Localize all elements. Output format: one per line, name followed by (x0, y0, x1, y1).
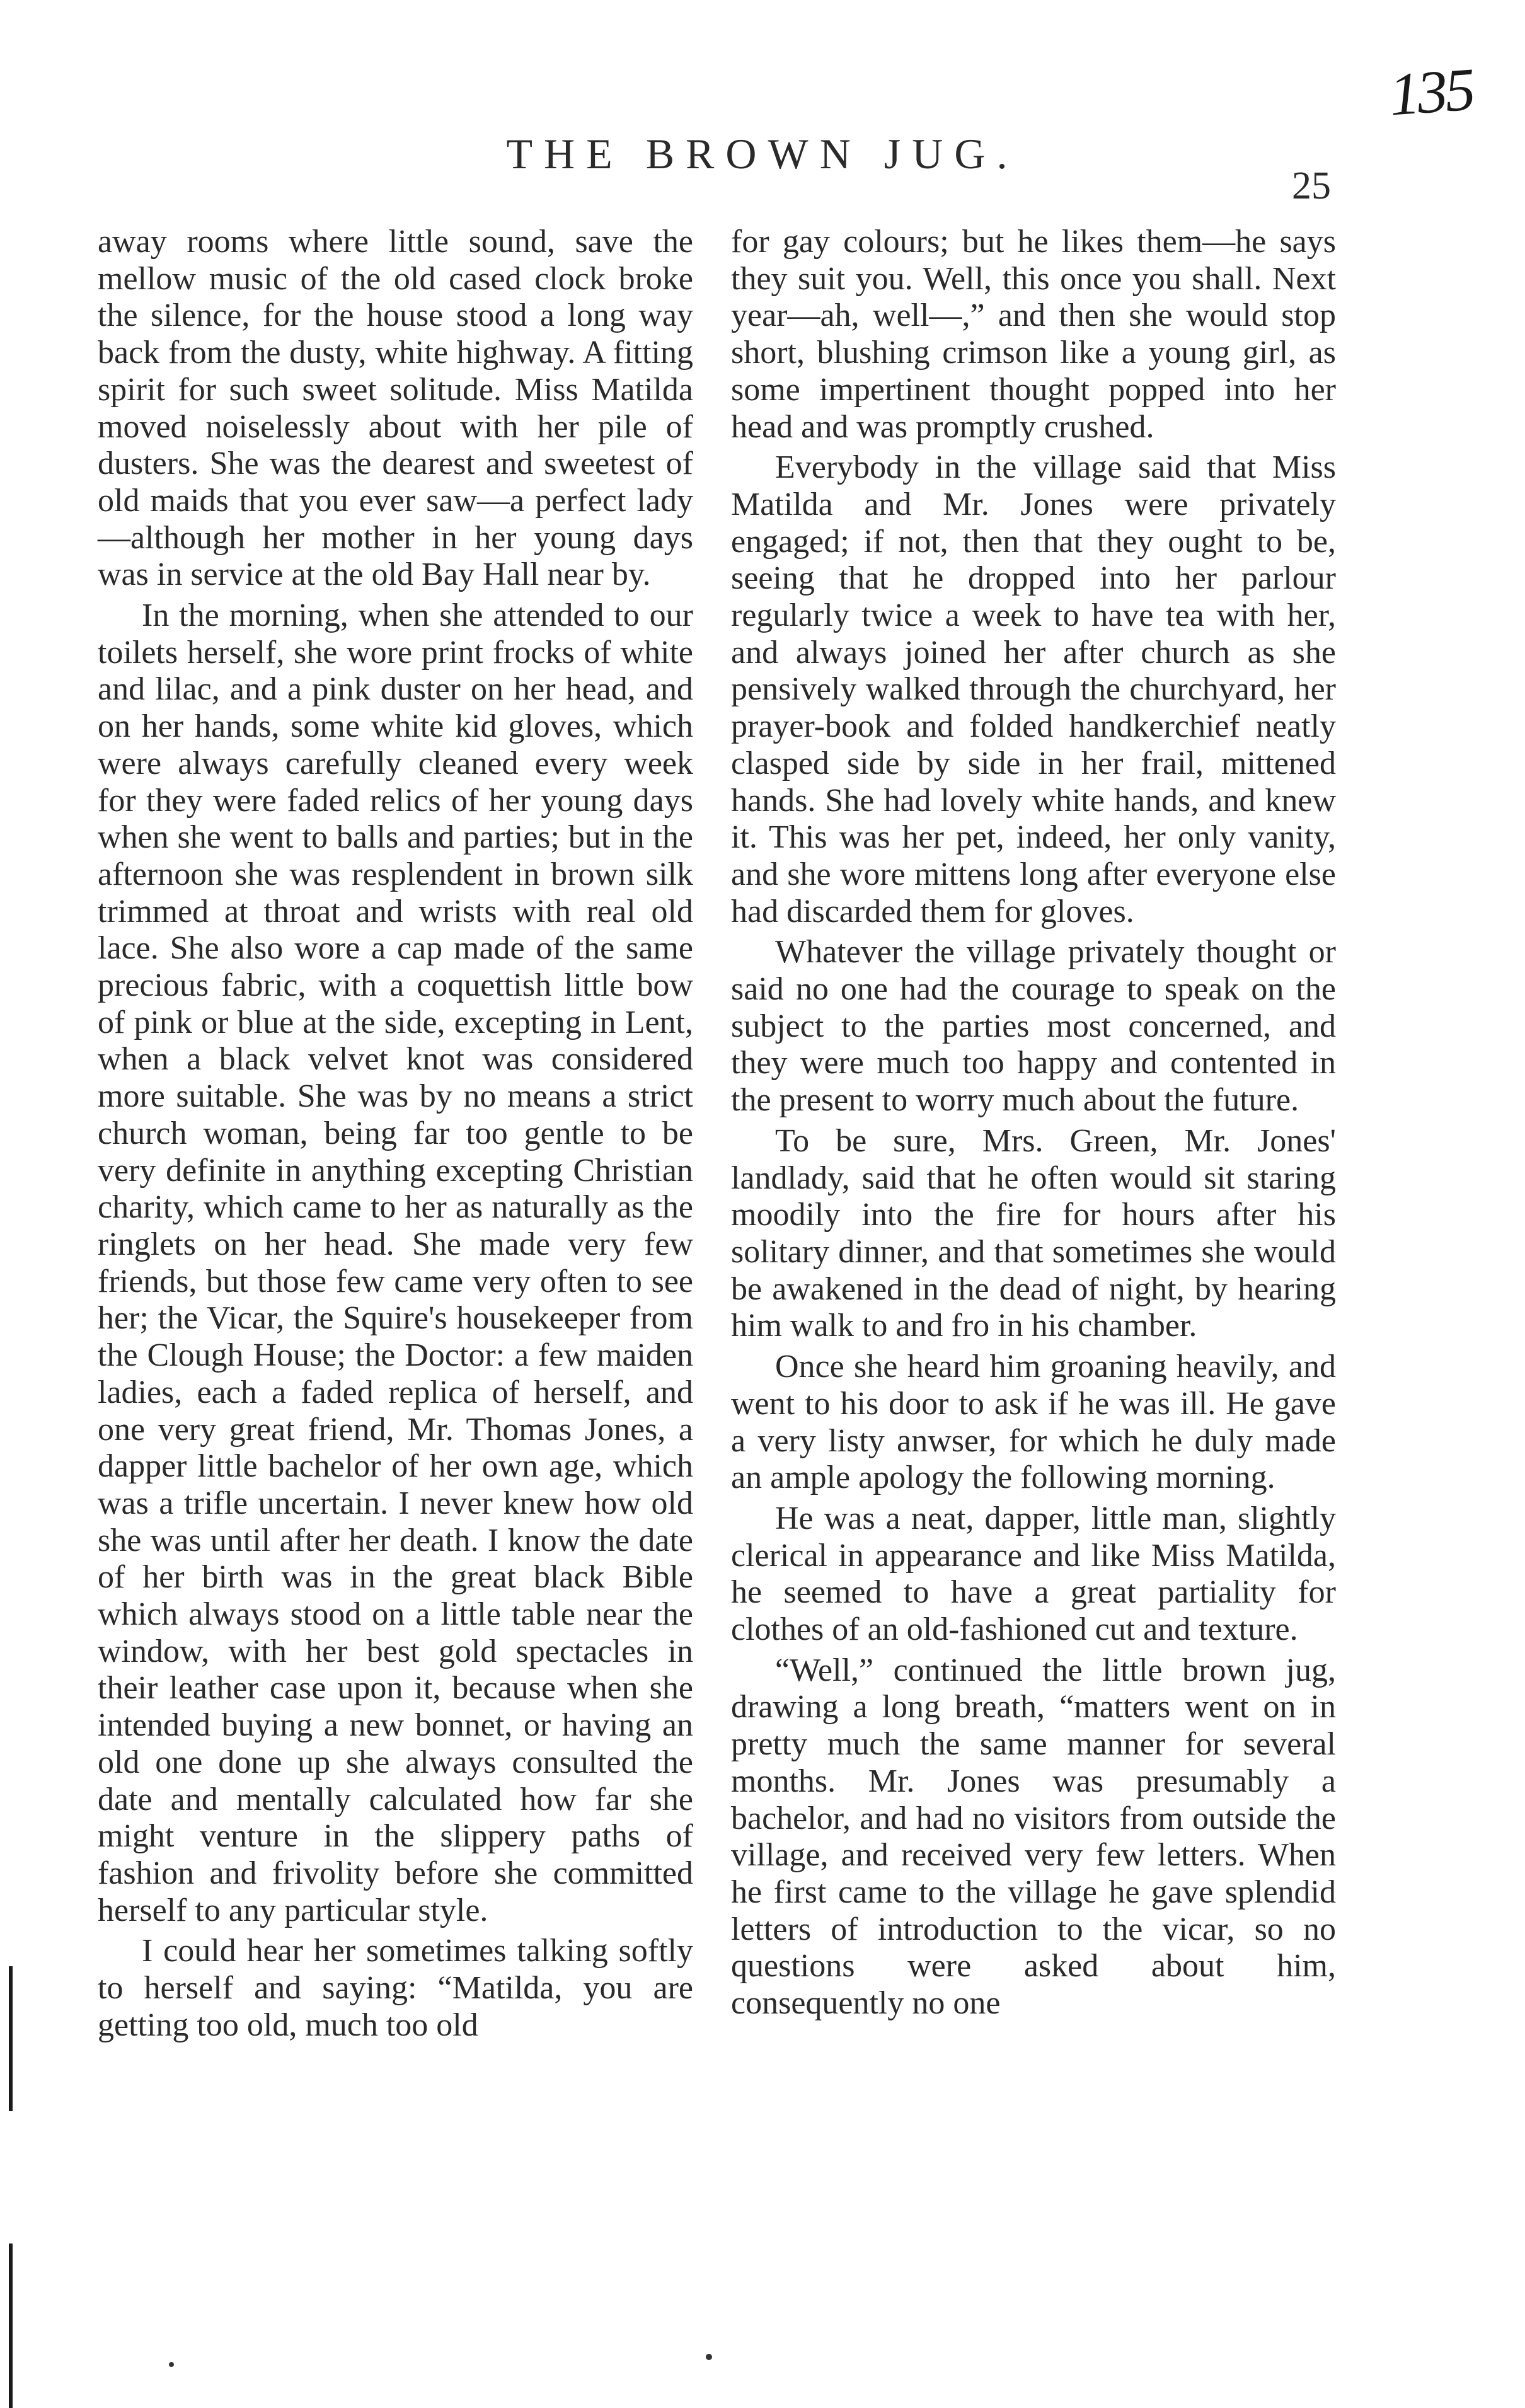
left-text-column (98, 224, 693, 2044)
running-title: THE BROWN JUG. (506, 130, 1019, 178)
paragraph: I could hear her sometimes talking softly to herself and saying: “Matilda, you are getting too old, much too old (98, 1933, 693, 2043)
paragraph: Once she heard him groaning heavily, and went to his door to ask if he was ill. He gave a very listy anwser, for which he duly made an ample apology the following morning. (731, 1349, 1336, 1496)
scan-speck (169, 2362, 174, 2367)
page-number: 25 (1292, 164, 1331, 207)
paragraph: “Well,” continued the little brown jug, drawing a long breath, “matters went on in pretty much the same manner for several months. Mr. Jones was presumably a bachelor, and had no visitors from outside the village, and received very few letters. When he first came to the village he gave splendid letters of introduction to the vicar, so no questions were asked about him, consequently no one (731, 1652, 1336, 2022)
right-text-column (731, 224, 1336, 2022)
paragraph: Whatever the village privately thought or said no one had the courage to speak on the subject to the parties most concerned, and they were much too happy and contented in the present to worry much about the future. (731, 934, 1336, 1119)
paragraph: To be sure, Mrs. Green, Mr. Jones' landlady, said that he often would sit staring moodily into the fire for hours after his solitary dinner, and that sometimes she would be awakened in the dead of night, by hearing him walk to and fro in his chamber. (731, 1122, 1336, 1344)
paragraph: away rooms where little sound, save the mellow music of the old cased clock broke the silence, for the house stood a long way back from the dusty, white highway. A fitting spirit for such sweet solitude. Miss Matilda moved noiselessly about with her pile of dusters. She was the dearest and sweetest of old maids that you ever saw—a perfect lady—although her mother in her young days was in service at the old Bay Hall near by. (98, 224, 693, 593)
scan-margin-mark (9, 2244, 13, 2408)
scan-speck (706, 2354, 712, 2360)
paragraph: He was a neat, dapper, little man, slightly clerical in appearance and like Miss Matilda, he seemed to have a great partiality for clothes of an old-fashioned cut and texture. (731, 1500, 1336, 1648)
paragraph: for gay colours; but he likes them—he says they suit you. Well, this once you shall. Next year—ah, well—,” and then she would stop short, blushing crimson like a young girl, as some impertinent thought popped into her head and was promptly crushed. (731, 224, 1336, 445)
handwritten-folio-number: 135 (1387, 55, 1475, 129)
paragraph: In the morning, when she attended to our toilets herself, she wore print frocks of white and lilac, and a pink duster on her head, and on her hands, some white kid gloves, which were always carefully cleaned every week for they were faded relics of her young days when she went to balls and parties; but in the afternoon she was resplendent in brown silk trimmed at throat and wrists with real old lace. She also wore a cap made of the same precious fabric, with a coquettish little bow of pink or blue at the side, excepting in Lent, when a black velvet knot was considered more suitable. She was by no means a strict church woman, being far too gentle to be very definite in anything excepting Christian charity, which came to her as naturally as the ringlets on her head. She made very few friends, but those few came very often to see her; the Vicar, the Squire's housekeeper from the Clough House; the Doctor: a few maiden ladies, each a faded replica of herself, and one very great friend, Mr. Thomas Jones, a dapper little bachelor of her own age, which was a trifle uncertain. I never knew how old she was until after her death. I know the date of her birth was in the great black Bible which always stood on a little table near the window, with her best gold spectacles in their leather case upon it, because when she intended buying a new bonnet, or having an old one done up she always consulted the date and mentally calculated how far she might venture in the slippery paths of fashion and frivolity before she committed herself to any particular style. (98, 597, 693, 1928)
paragraph: Everybody in the village said that Miss Matilda and Mr. Jones were privately engaged; if not, then that they ought to be, seeing that he dropped into her parlour regularly twice a week to have tea with her, and always joined her after church as she pensively walked through the churchyard, her prayer-book and folded handkerchief neatly clasped side by side in her frail, mittened hands. She had lovely white hands, and knew it. This was her pet, indeed, her only vanity, and she wore mittens long after everyone else had discarded them for gloves. (731, 449, 1336, 930)
scan-margin-mark (9, 1966, 13, 2111)
